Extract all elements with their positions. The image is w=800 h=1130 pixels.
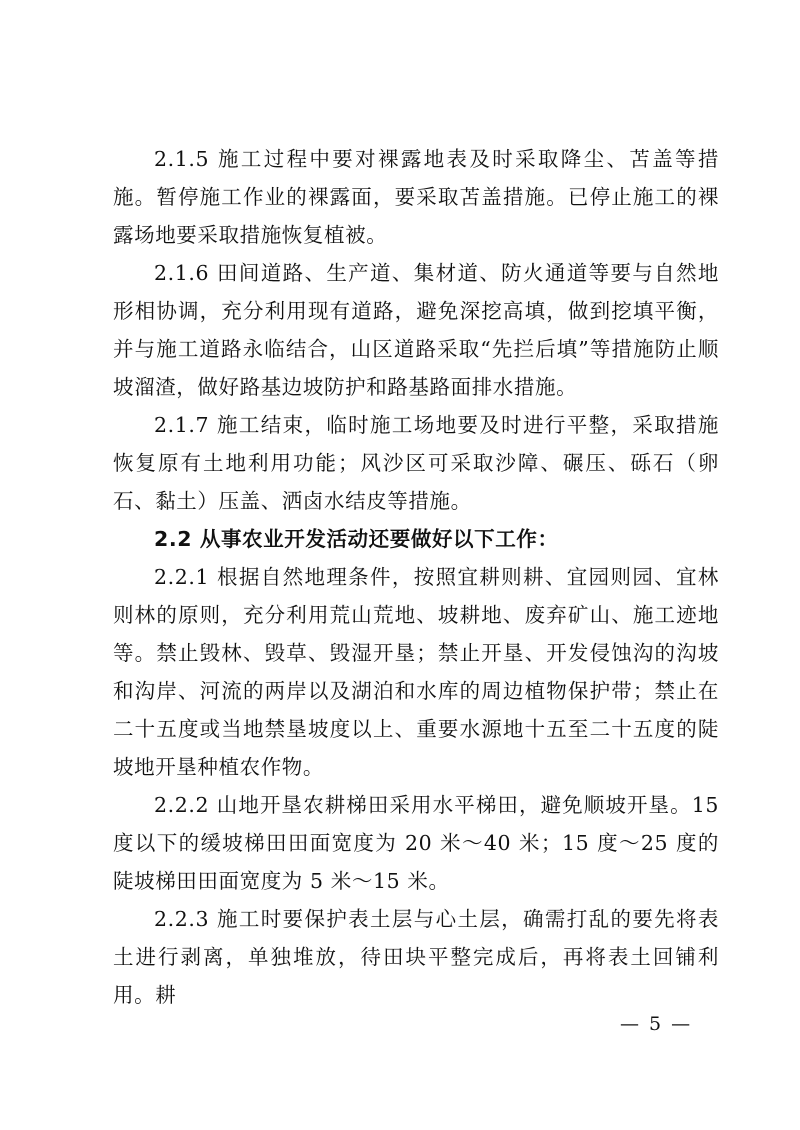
paragraph-2-2-2: 2.2.2 山地开垦农耕梯田采用水平梯田，避免顺坡开垦。15度以下的缓坡梯田田面宽度为 20 米～40 米；15 度～25 度的陡坡梯田田面宽度为 5 米～15 米。 <box>113 793 719 893</box>
paragraph-2-2-1: 2.2.1 根据自然地理条件，按照宜耕则耕、宜园则园、宜林则林的原则，充分利用荒山荒地、坡耕地、废弃矿山、施工迹地等。禁止毁林、毁草、毁湿开垦；禁止开垦、开发侵蚀沟的沟坡和沟岸、河流的两岸以及湖泊和水库的周边植物保护带；禁止在二十五度或当地禁垦坡度以上、重要水源地十五至二十五度的陡坡地开垦种植农作物。 <box>113 565 719 779</box>
paragraph-2-1-7: 2.1.7 施工结束，临时施工场地要及时进行平整，采取措施恢复原有土地利用功能；风沙区可采取沙障、碾压、砾石（卵石、黏土）压盖、洒卤水结皮等措施。 <box>113 413 719 513</box>
page-number: — 5 — <box>620 1013 693 1035</box>
section-heading-2-2: 2.2 从事农业开发活动还要做好以下工作： <box>154 527 559 551</box>
document-body <box>113 140 719 1014</box>
paragraph-2-1-6: 2.1.6 田间道路、生产道、集材道、防火通道等要与自然地形相协调，充分利用现有道路，避免深挖高填，做到挖填平衡，并与施工道路永临结合，山区道路采取“先拦后填”等措施防止顺坡溜渣，做好路基边坡防护和路基路面排水措施。 <box>113 261 719 399</box>
paragraph-2-2-3: 2.2.3 施工时要保护表土层与心土层，确需打乱的要先将表土进行剥离，单独堆放，待田块平整完成后，再将表土回铺利用。耕 <box>113 907 719 1007</box>
paragraph-2-1-5: 2.1.5 施工过程中要对裸露地表及时采取降尘、苫盖等措施。暂停施工作业的裸露面，要采取苫盖措施。已停止施工的裸露场地要采取措施恢复植被。 <box>113 147 719 247</box>
